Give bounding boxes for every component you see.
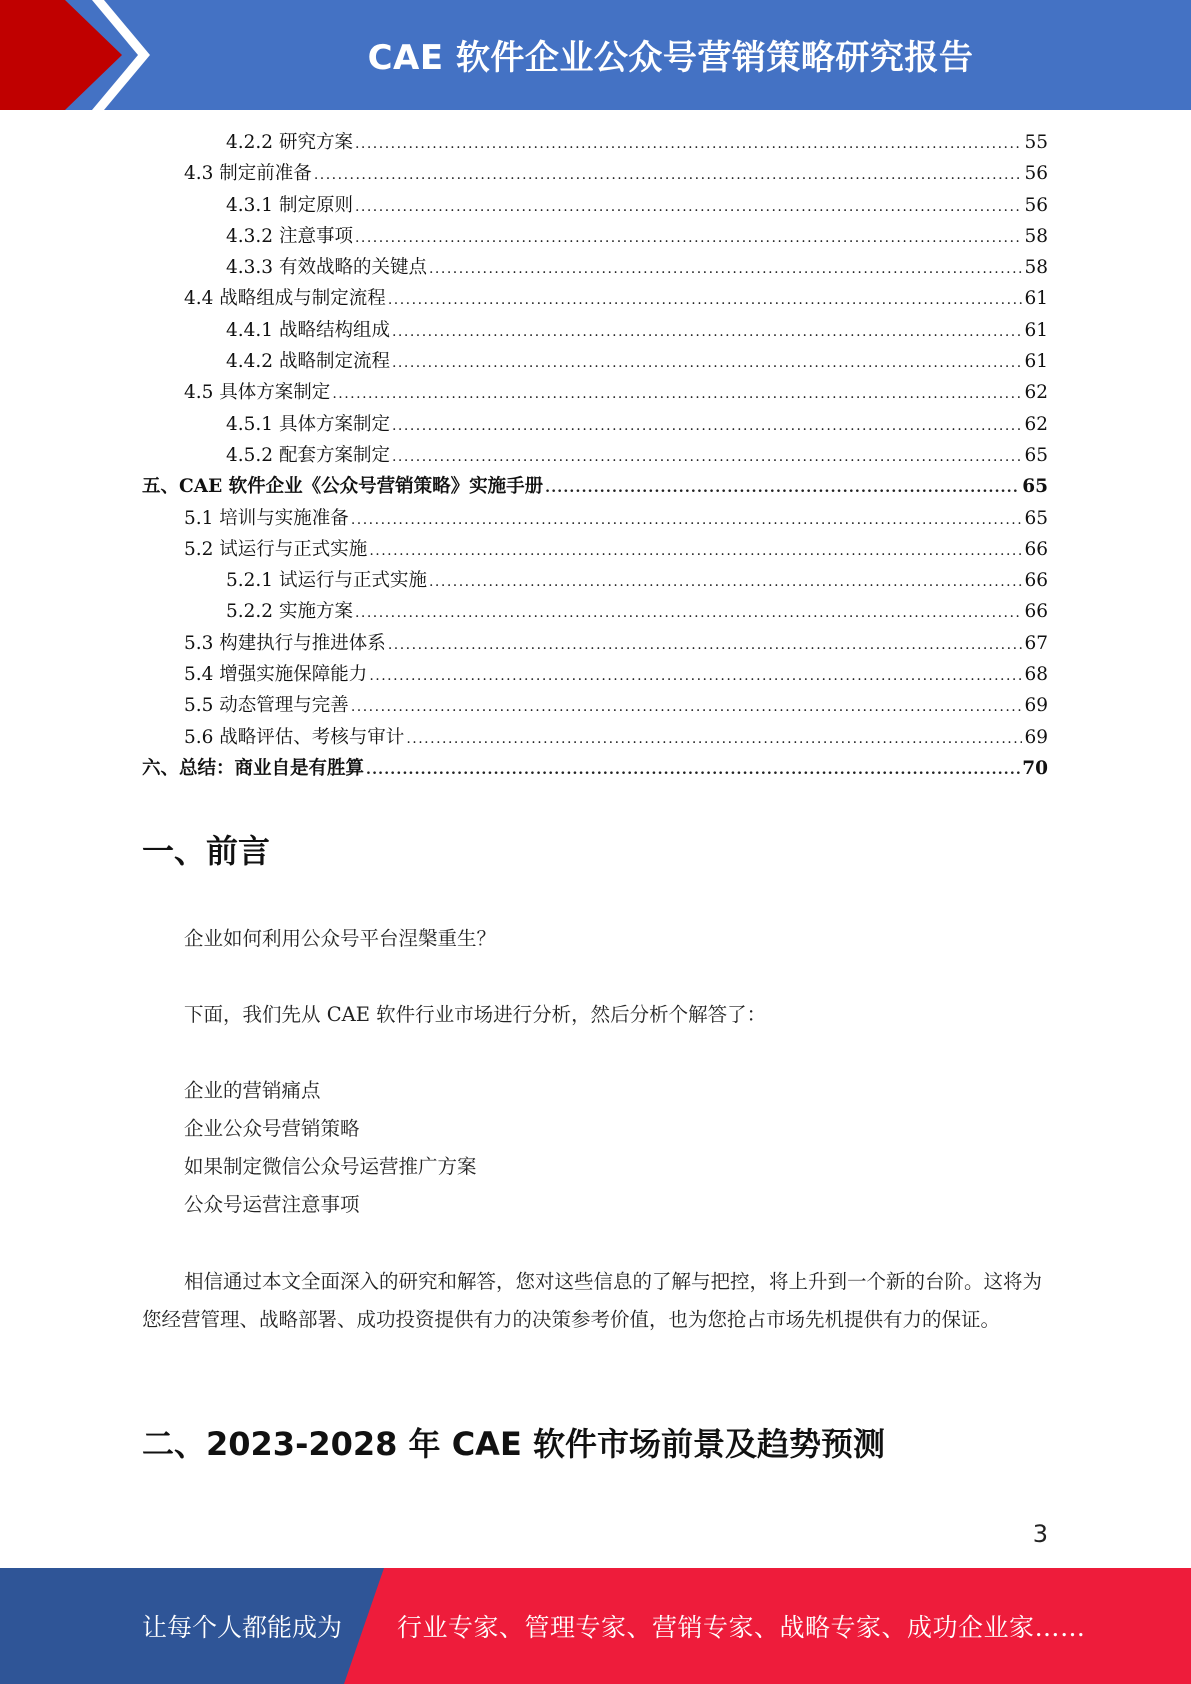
- toc-entry-page: 65: [1022, 476, 1048, 498]
- toc-entry-page: 61: [1024, 288, 1048, 310]
- toc-dot-leader: [351, 692, 1023, 723]
- toc-entry[interactable]: [142, 503, 1048, 534]
- toc-entry-title: 4.4.2 战略制定流程: [226, 351, 390, 373]
- toc-dot-leader: [332, 379, 1022, 410]
- report-title: CAE 软件企业公众号营销策略研究报告: [367, 37, 974, 78]
- preface-conclusion: 相信通过本文全面深入的研究和解答，您对这些信息的了解与把控，将上升到一个新的台阶。这将为您经营管理、战略部署、成功投资提供有力的决策参考价值，也为您抢占市场先机提供有力的保证。: [142, 1270, 1043, 1331]
- toc-entry-title: 5.4 增强实施保障能力: [184, 664, 368, 686]
- toc-dot-leader: [392, 348, 1022, 379]
- toc-entry-title: 4.5.1 具体方案制定: [226, 413, 390, 435]
- toc-entry-page: 62: [1024, 382, 1048, 404]
- toc-entry-title: 4.4.1 战略结构组成: [226, 319, 390, 341]
- toc-entry-page: 67: [1024, 632, 1048, 654]
- toc-entry[interactable]: [142, 252, 1048, 283]
- toc-dot-leader: [392, 317, 1022, 348]
- toc-entry-page: 69: [1024, 726, 1048, 748]
- section-heading-preface: 一、前言: [142, 832, 271, 870]
- toc-entry-title: 5.1 培训与实施准备: [184, 507, 349, 529]
- preface-question: 企业如何利用公众号平台涅槃重生？: [184, 927, 497, 950]
- toc-entry[interactable]: [142, 628, 1048, 659]
- header-banner: [0, 0, 1191, 110]
- toc-entry[interactable]: [142, 158, 1048, 189]
- page-number: 3: [1032, 1520, 1048, 1548]
- toc-dot-leader: [388, 285, 1023, 316]
- toc-entry-page: 56: [1024, 163, 1048, 185]
- toc-entry-page: 66: [1024, 601, 1048, 623]
- toc-dot-leader: [355, 192, 1023, 223]
- toc-dot-leader: [355, 223, 1023, 254]
- toc-entry-page: 58: [1024, 225, 1048, 247]
- toc-entry-page: 69: [1024, 695, 1048, 717]
- toc-entry-page: 66: [1024, 538, 1048, 560]
- section-heading-market-forecast: 二、2023-2028 年 CAE 软件市场前景及趋势预测: [142, 1425, 885, 1463]
- toc-entry[interactable]: [142, 283, 1048, 314]
- toc-dot-leader: [429, 567, 1022, 598]
- list-item: 企业的营销痛点: [184, 1079, 321, 1102]
- toc-entry[interactable]: [142, 346, 1048, 377]
- toc-dot-leader: [392, 442, 1022, 473]
- toc-entry-title: 5.2 试运行与正式实施: [184, 538, 368, 560]
- toc-entry-title: 5.2.2 实施方案: [226, 601, 353, 623]
- toc-entry[interactable]: [142, 596, 1048, 627]
- toc-entry[interactable]: [142, 659, 1048, 690]
- toc-entry-page: 62: [1024, 413, 1048, 435]
- toc-entry[interactable]: [142, 471, 1048, 502]
- toc-entry-page: 58: [1024, 257, 1048, 279]
- toc-dot-leader: [388, 630, 1023, 661]
- toc-dot-leader: [369, 536, 1022, 567]
- toc-entry[interactable]: [142, 221, 1048, 252]
- toc-entry-page: 56: [1024, 194, 1048, 216]
- preface-list: [142, 1072, 1048, 1224]
- toc-entry-page: 55: [1024, 132, 1048, 153]
- toc-dot-leader: [406, 724, 1022, 755]
- toc-dot-leader: [355, 129, 1023, 160]
- toc-entry-title: 5.3 构建执行与推进体系: [184, 632, 386, 654]
- toc-entry[interactable]: [142, 753, 1048, 784]
- toc-entry[interactable]: [142, 127, 1048, 158]
- toc-entry[interactable]: [142, 409, 1048, 440]
- footer-banner: [0, 1568, 1191, 1684]
- list-item: 如果制定微信公众号运营推广方案: [184, 1155, 477, 1178]
- toc-entry-title: 4.4 战略组成与制定流程: [184, 288, 386, 310]
- toc-entry-title: 4.2.2 研究方案: [226, 132, 353, 153]
- toc-dot-leader: [355, 598, 1023, 629]
- toc-entry-title: 五、CAE 软件企业《公众号营销策略》实施手册: [142, 476, 544, 498]
- toc-entry-title: 5.6 战略评估、考核与审计: [184, 726, 405, 748]
- toc-entry-title: 4.3.1 制定原则: [226, 194, 353, 216]
- footer-slogan-left: 让每个人都能成为: [142, 1613, 343, 1642]
- toc-entry[interactable]: [142, 377, 1048, 408]
- toc-entry-page: 61: [1024, 351, 1048, 373]
- toc-dot-leader: [366, 755, 1020, 786]
- footer-slogan-right: 行业专家、管理专家、营销专家、战略专家、成功企业家……: [397, 1613, 1086, 1642]
- toc-entry-title: 4.5.2 配套方案制定: [226, 444, 390, 466]
- toc-entry[interactable]: [142, 190, 1048, 221]
- toc-entry-page: 65: [1024, 444, 1048, 466]
- toc-dot-leader: [545, 473, 1020, 504]
- toc-entry-title: 4.3 制定前准备: [184, 163, 312, 185]
- toc-dot-leader: [392, 411, 1022, 442]
- toc-dot-leader: [369, 661, 1022, 692]
- toc-entry[interactable]: [142, 534, 1048, 565]
- table-of-contents: [142, 127, 1048, 784]
- toc-entry[interactable]: [142, 440, 1048, 471]
- toc-entry[interactable]: [142, 690, 1048, 721]
- toc-entry-title: 4.5 具体方案制定: [184, 382, 331, 404]
- toc-entry-title: 4.3.3 有效战略的关键点: [226, 257, 427, 279]
- toc-entry-title: 5.2.1 试运行与正式实施: [226, 570, 427, 592]
- toc-entry-title: 5.5 动态管理与完善: [184, 695, 349, 717]
- toc-entry-page: 66: [1024, 570, 1048, 592]
- preface-intro: 下面，我们先从 CAE 软件行业市场进行分析，然后分析个解答了：: [184, 1003, 767, 1026]
- toc-dot-leader: [314, 160, 1023, 191]
- toc-entry[interactable]: [142, 565, 1048, 596]
- toc-entry-page: 61: [1024, 319, 1048, 341]
- toc-entry[interactable]: [142, 722, 1048, 753]
- list-item: 企业公众号营销策略: [184, 1117, 360, 1140]
- toc-entry[interactable]: [142, 315, 1048, 346]
- toc-entry-page: 68: [1024, 664, 1048, 686]
- toc-entry-title: 六、总结：商业自是有胜算: [142, 757, 365, 779]
- list-item: 公众号运营注意事项: [184, 1193, 360, 1216]
- toc-entry-page: 65: [1024, 507, 1048, 529]
- toc-entry-title: 4.3.2 注意事项: [226, 225, 353, 247]
- toc-dot-leader: [351, 505, 1023, 536]
- toc-dot-leader: [429, 254, 1022, 285]
- toc-entry-page: 70: [1022, 757, 1048, 779]
